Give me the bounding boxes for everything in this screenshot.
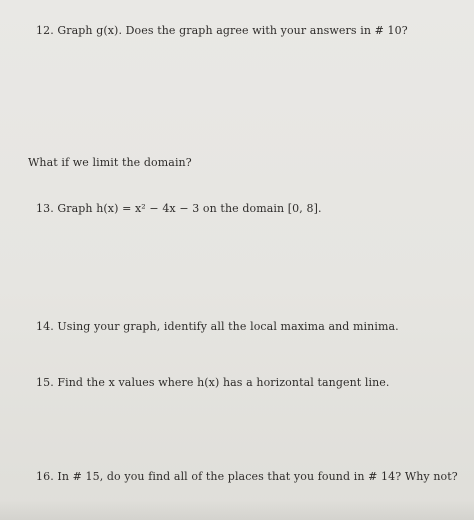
question-15: 15. Find the x values where h(x) has a horizontal tangent line. [36,376,390,389]
limit-domain-prompt: What if we limit the domain? [28,156,192,169]
question-16: 16. In # 15, do you find all of the places that you found in # 14? Why not? [36,470,458,483]
page-shadow [0,500,474,520]
question-12: 12. Graph g(x). Does the graph agree with your answers in # 10? [36,24,408,37]
question-13: 13. Graph h(x) = x² − 4x − 3 on the domain [0, 8]. [36,202,322,215]
question-14: 14. Using your graph, identify all the local maxima and minima. [36,320,399,333]
